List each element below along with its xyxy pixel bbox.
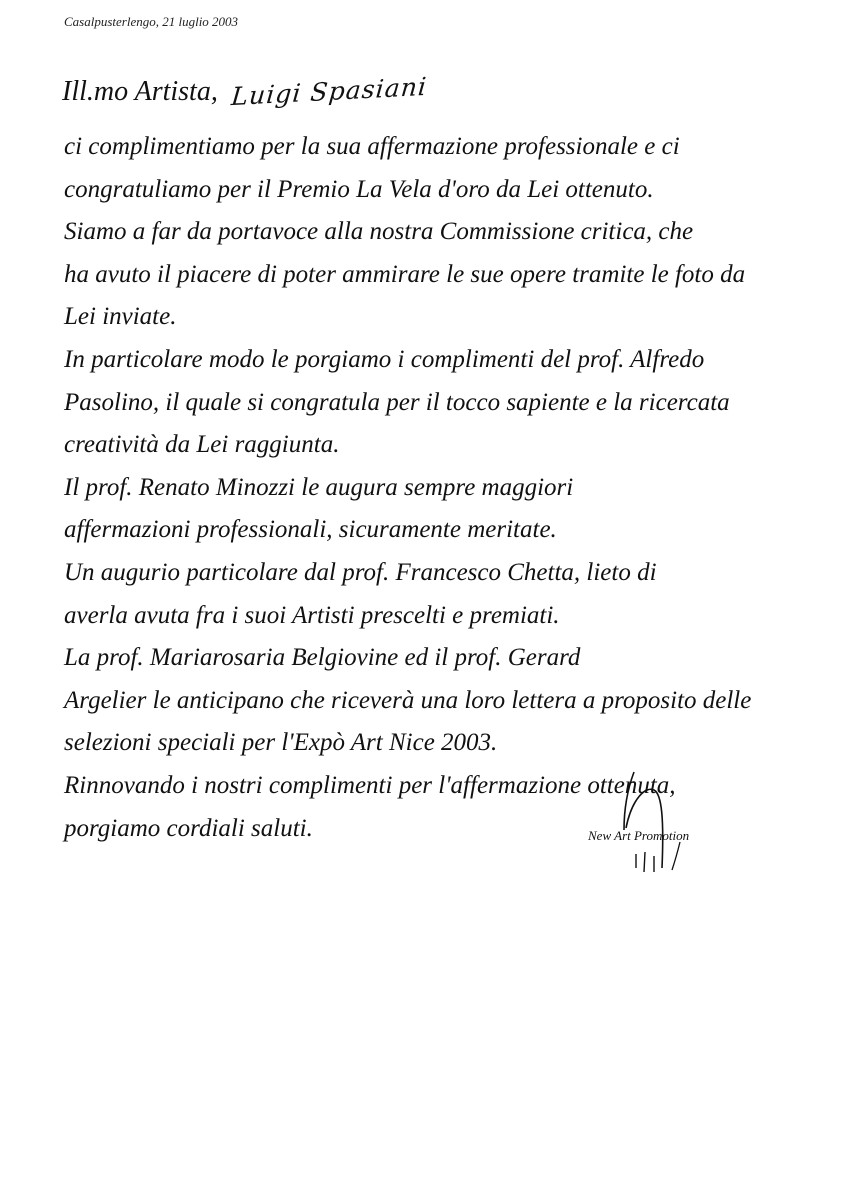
body-line: ci complimentiamo per la sua affermazione professionale e ci <box>64 133 680 160</box>
letter-body <box>64 126 804 850</box>
letter-date: Casalpusterlengo, 21 luglio 2003 <box>64 14 239 29</box>
body-line: congratuliamo per il Premio La Vela d'oro da Lei ottenuto. <box>64 175 654 203</box>
body-line: Siamo a far da portavoce alla nostra Commissione critica, che <box>64 218 694 246</box>
body-line: affermazioni professionali, sicuramente meritate. <box>64 516 557 544</box>
body-line: creatività da Lei raggiunta. <box>64 431 340 459</box>
salutation-line <box>62 71 429 112</box>
body-line: La prof. Mariarosaria Belgiovine ed il prof. Gerard <box>64 644 581 672</box>
body-line: In particolare modo le porgiamo i complimenti del prof. Alfredo <box>64 345 705 373</box>
body-line: Rinnovando i nostri complimenti per l'affermazione ottenuta, <box>64 771 676 799</box>
body-line: averla avuta fra i suoi Artisti prescelti e premiati. <box>64 601 560 629</box>
body-line: Lei inviate. <box>64 303 177 331</box>
salutation: Ill.mo Artista, <box>62 76 218 107</box>
body-line: Il prof. Renato Minozzi le augura sempre maggiori <box>64 473 574 501</box>
body-line: ha avuto il piacere di poter ammirare le sue opere tramite le foto da <box>64 260 746 288</box>
body-line: selezioni speciali per l'Expò Art Nice 2003. <box>64 729 498 757</box>
body-line: porgiamo cordiali saluti. <box>64 814 313 842</box>
signature-flourish <box>588 768 768 880</box>
signature-text: New Art Promotion <box>588 828 690 843</box>
recipient-name-handwritten: Luigi Spasiani <box>229 71 429 112</box>
body-line: Argelier le anticipano che riceverà una loro lettera a proposito delle <box>64 686 752 714</box>
body-line: Pasolino, il quale si congratula per il tocco sapiente e la ricercata <box>64 388 730 416</box>
signature-block <box>588 768 768 880</box>
body-line: Un augurio particolare dal prof. Francesco Chetta, lieto di <box>64 558 657 586</box>
